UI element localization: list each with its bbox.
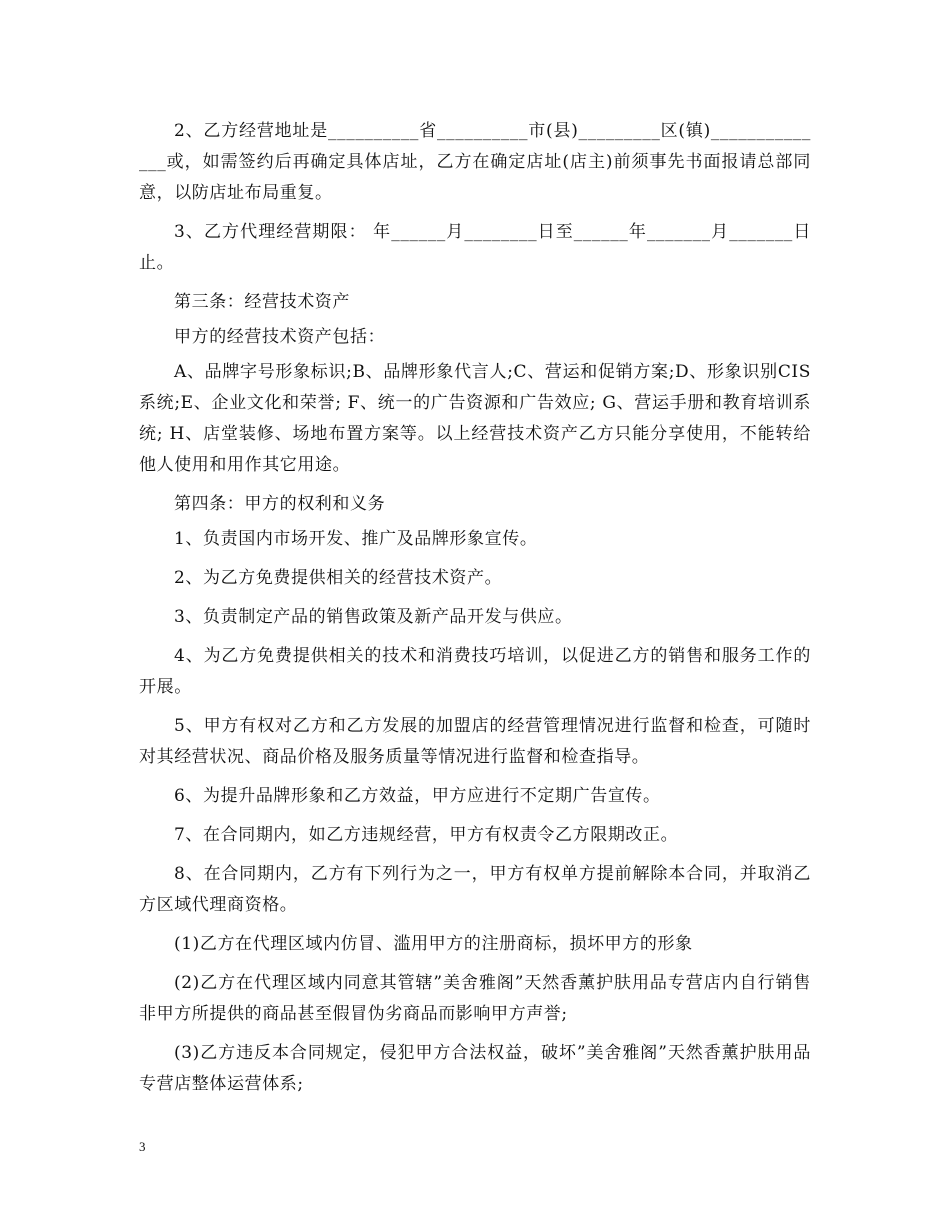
paragraph-agency-term: 3、乙方代理经营期限： 年______月________日至______年_______月_______日止。	[139, 222, 811, 273]
paragraph-assets-intro: 甲方的经营技术资产包括：	[174, 327, 386, 347]
paragraph-item-1: 1、负责国内市场开发、推广及品牌形象宣传。	[174, 529, 538, 549]
page-number: 3	[139, 1139, 146, 1154]
paragraph-item-8: 8、在合同期内，乙方有下列行为之一，甲方有权单方提前解除本合同，并取消乙方区域代理商资格。	[139, 864, 811, 915]
paragraph-subitem-1: (1)乙方在代理区域内仿冒、滥用甲方的注册商标，损坏甲方的形象	[174, 934, 693, 954]
paragraph-item-3: 3、负责制定产品的销售政策及新产品开发与供应。	[174, 607, 573, 627]
paragraph-item-2: 2、为乙方免费提供相关的经营技术资产。	[174, 568, 503, 588]
paragraph-assets-list: A、品牌字号形象标识;B、品牌形象代言人;C、营运和促销方案;D、形象识别CIS系统;E、企业文化和荣誉; F、统一的广告资源和广告效应; G、营运手册和教育培训系统; H、店堂装修、场地布置方案等。以上经营技术资产乙方只能分享使用，不能转给他人使用和用作其它用途。	[139, 362, 811, 475]
document-body	[139, 116, 811, 1108]
paragraph-item-7: 7、在合同期内，如乙方违规经营，甲方有权责令乙方限期改正。	[174, 825, 679, 845]
paragraph-item-4: 4、为乙方免费提供相关的技术和消费技巧培训，以促进乙方的销售和服务工作的开展。	[139, 646, 811, 697]
paragraph-business-address: 2、乙方经营地址是__________省__________市(县)_________区(镇)______________或，如需签约后再确定具体店址，乙方在确定店址(店主)前须事先书面报请总部同意，以防店址布局重复。	[139, 121, 811, 203]
paragraph-item-5: 5、甲方有权对乙方和乙方发展的加盟店的经营管理情况进行监督和检查，可随时对其经营状况、商品价格及服务质量等情况进行监督和检查指导。	[139, 716, 811, 767]
paragraph-item-6: 6、为提升品牌形象和乙方效益，甲方应进行不定期广告宣传。	[174, 786, 661, 806]
heading-article-4: 第四条：甲方的权利和义务	[174, 494, 386, 514]
paragraph-subitem-3: (3)乙方违反本合同规定，侵犯甲方合法权益，破坏”美舍雅阁”天然香薰护肤用品专营店整体运营体系;	[139, 1043, 811, 1094]
heading-article-3: 第三条：经营技术资产	[174, 292, 350, 312]
paragraph-subitem-2: (2)乙方在代理区域内同意其管辖”美舍雅阁”天然香薰护肤用品专营店内自行销售非甲方所提供的商品甚至假冒伪劣商品而影响甲方声誉;	[139, 973, 811, 1024]
